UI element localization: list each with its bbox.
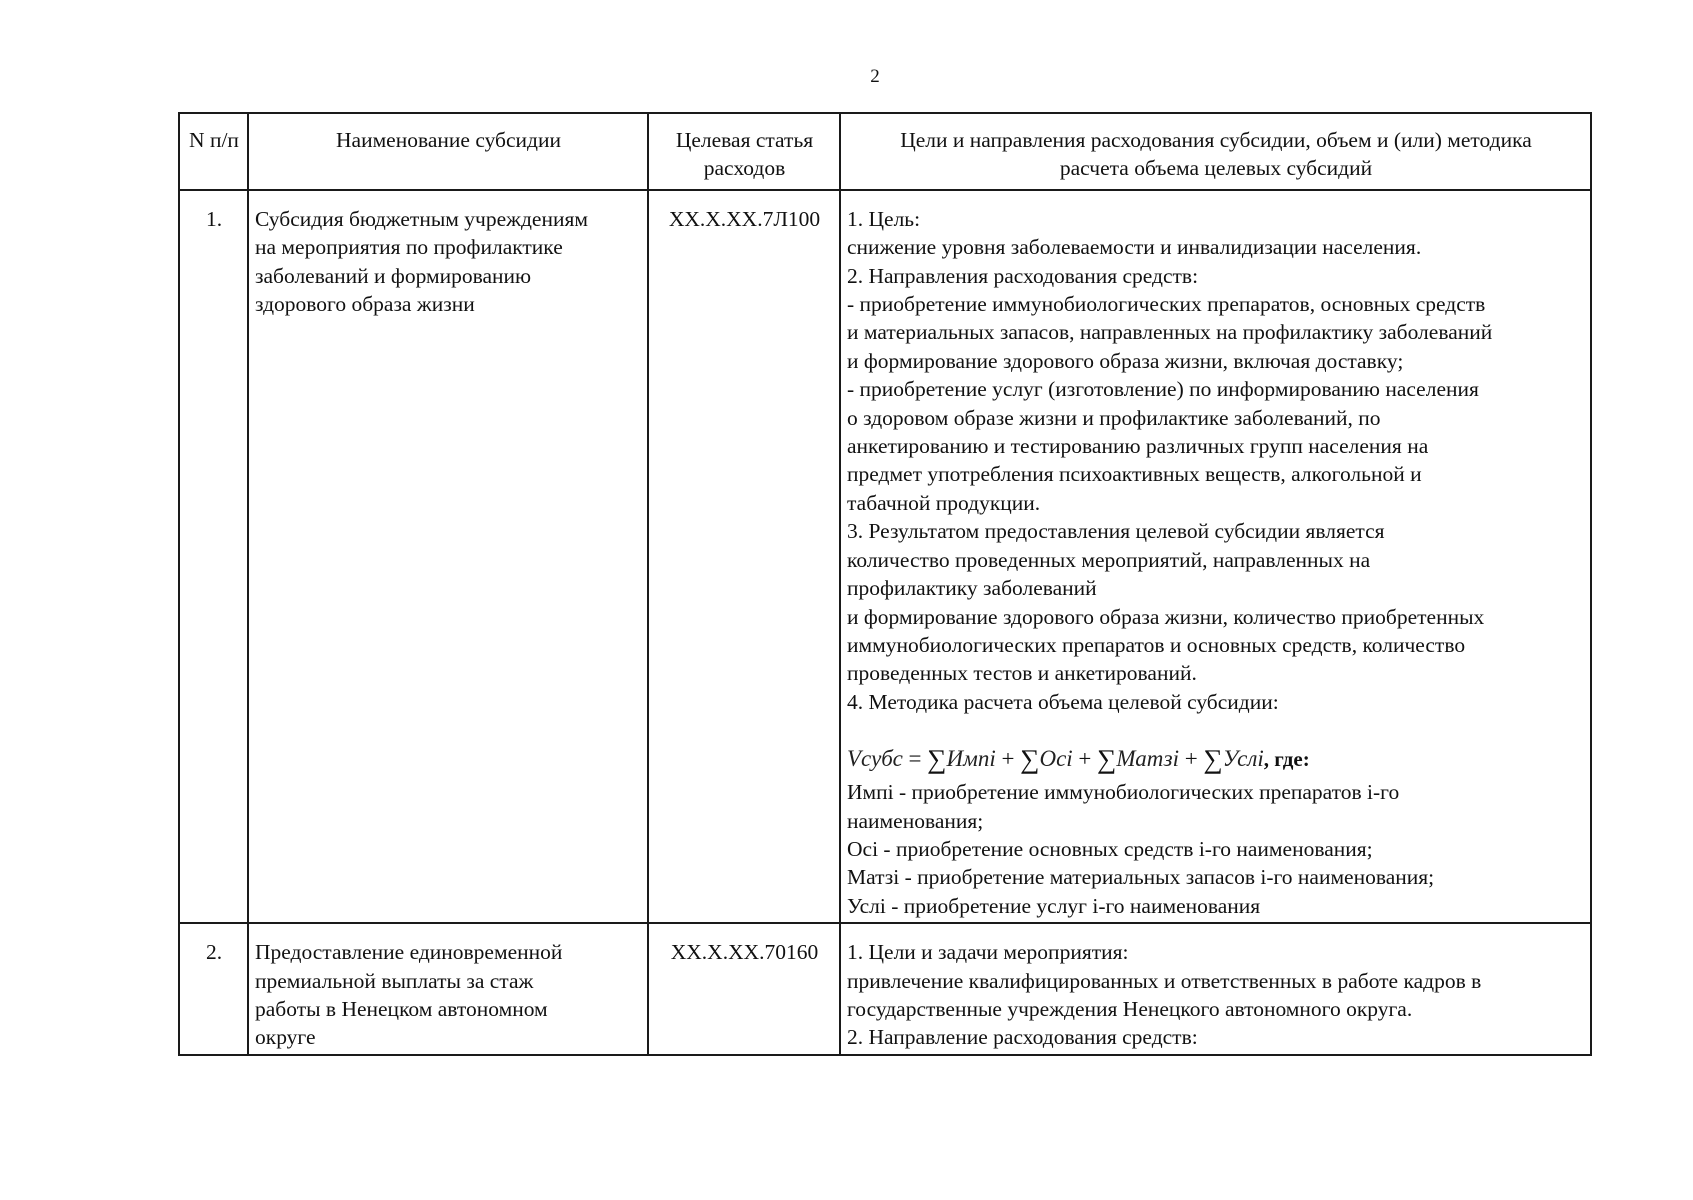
desc-line: 1. Цель: bbox=[847, 206, 921, 231]
header-desc-line: Цели и направления расходования субсидии, объем и (или) методика bbox=[900, 128, 1532, 152]
desc-line: Осi - приобретение основных средств i-го наименования; bbox=[847, 836, 1373, 861]
desc-line: Импi - приобретение иммунобиологических препаратов i-го bbox=[847, 780, 1400, 805]
desc-line: анкетированию и тестированию различных групп населения на bbox=[847, 434, 1429, 459]
header-desc-line: расчета объема целевых субсидий bbox=[1059, 156, 1373, 181]
table-header-row bbox=[179, 113, 1591, 190]
sum-symbol: ∑ bbox=[1203, 744, 1223, 775]
desc-line: иммунобиологических препаратов и основных средств, количество bbox=[847, 632, 1466, 657]
header-code bbox=[648, 113, 840, 190]
desc-line: табачной продукции. bbox=[847, 490, 1041, 515]
table-row bbox=[179, 190, 1591, 923]
sum-symbol: ∑ bbox=[927, 744, 947, 775]
formula-plus: + bbox=[1179, 746, 1204, 772]
name-line: заболеваний и формированию bbox=[255, 263, 532, 288]
desc-line: и формирование здорового образа жизни, количество приобретенных bbox=[847, 604, 1485, 629]
formula-plus: + bbox=[995, 746, 1021, 772]
formula-term-matz: Матзi bbox=[1116, 746, 1179, 772]
page-number: 2 bbox=[870, 66, 880, 87]
expense-code: XX.X.XX.7Л100 bbox=[648, 190, 840, 923]
header-desc bbox=[840, 113, 1591, 190]
desc-line: предмет употребления психоактивных веществ, алкогольной и bbox=[847, 462, 1422, 487]
subsidy-formula bbox=[847, 742, 1585, 776]
formula-term-usl: Услi bbox=[1222, 746, 1264, 772]
table-row bbox=[179, 923, 1591, 1055]
name-line: здорового образа жизни bbox=[255, 292, 475, 317]
desc-line: и материальных запасов, направленных на профилактику заболеваний bbox=[847, 320, 1493, 345]
formula-lhs: Vсубс bbox=[847, 746, 903, 772]
desc-line: Услi - приобретение услуг i-го наименования bbox=[847, 893, 1261, 918]
desc-line: о здоровом образе жизни и профилактике заболеваний, по bbox=[847, 405, 1381, 430]
expense-code: XX.X.XX.70160 bbox=[648, 923, 840, 1055]
subsidy-table bbox=[178, 112, 1592, 1056]
desc-line: 3. Результатом предоставления целевой субсидии является bbox=[847, 519, 1385, 544]
name-line: Предоставление единовременной bbox=[255, 940, 563, 965]
row-number: 1. bbox=[179, 190, 248, 923]
desc-line: привлечение квалифицированных и ответственных в работе кадров в bbox=[847, 968, 1482, 993]
header-code-line: расходов bbox=[703, 156, 786, 181]
formula-term-os: Осi bbox=[1039, 746, 1073, 772]
desc-line: - приобретение услуг (изготовление) по информированию населения bbox=[847, 377, 1479, 402]
sum-symbol: ∑ bbox=[1020, 744, 1040, 775]
desc-line: - приобретение иммунобиологических препаратов, основных средств bbox=[847, 292, 1486, 317]
desc-line: государственные учреждения Ненецкого автономного округа. bbox=[847, 996, 1413, 1021]
desc-line: 4. Методика расчета объема целевой субсидии: bbox=[847, 689, 1279, 714]
subsidy-name bbox=[248, 923, 648, 1055]
desc-line: снижение уровня заболеваемости и инвалидизации населения. bbox=[847, 235, 1422, 260]
formula-equals: = bbox=[902, 746, 928, 772]
subsidy-description bbox=[840, 923, 1591, 1055]
header-num: N п/п bbox=[179, 113, 248, 190]
formula-tail: , где: bbox=[1263, 747, 1310, 772]
desc-line: 2. Направление расходования средств: bbox=[847, 1025, 1198, 1050]
desc-line: Матзi - приобретение материальных запасов i-го наименования; bbox=[847, 865, 1435, 890]
desc-line: наименования; bbox=[847, 808, 984, 833]
name-line: Субсидия бюджетным учреждениям bbox=[255, 206, 588, 231]
name-line: премиальной выплаты за стаж bbox=[255, 968, 534, 993]
desc-line: 2. Направления расходования средств: bbox=[847, 263, 1199, 288]
desc-line: проведенных тестов и анкетирований. bbox=[847, 661, 1197, 686]
name-line: округе bbox=[255, 1025, 316, 1050]
subsidy-name bbox=[248, 190, 648, 923]
desc-line: количество проведенных мероприятий, направленных на bbox=[847, 547, 1371, 572]
header-name: Наименование субсидии bbox=[248, 113, 648, 190]
desc-line: и формирование здорового образа жизни, включая доставку; bbox=[847, 348, 1404, 373]
sum-symbol: ∑ bbox=[1097, 744, 1117, 775]
name-line: работы в Ненецком автономном bbox=[255, 996, 548, 1021]
formula-term-imp: Импi bbox=[946, 746, 996, 772]
desc-line: профилактику заболеваний bbox=[847, 576, 1097, 601]
formula-plus: + bbox=[1072, 746, 1098, 772]
name-line: на мероприятия по профилактике bbox=[255, 235, 563, 260]
header-code-line: Целевая статья bbox=[675, 128, 814, 152]
subsidy-description bbox=[840, 190, 1591, 923]
desc-line: 1. Цели и задачи мероприятия: bbox=[847, 940, 1129, 965]
row-number: 2. bbox=[179, 923, 248, 1055]
